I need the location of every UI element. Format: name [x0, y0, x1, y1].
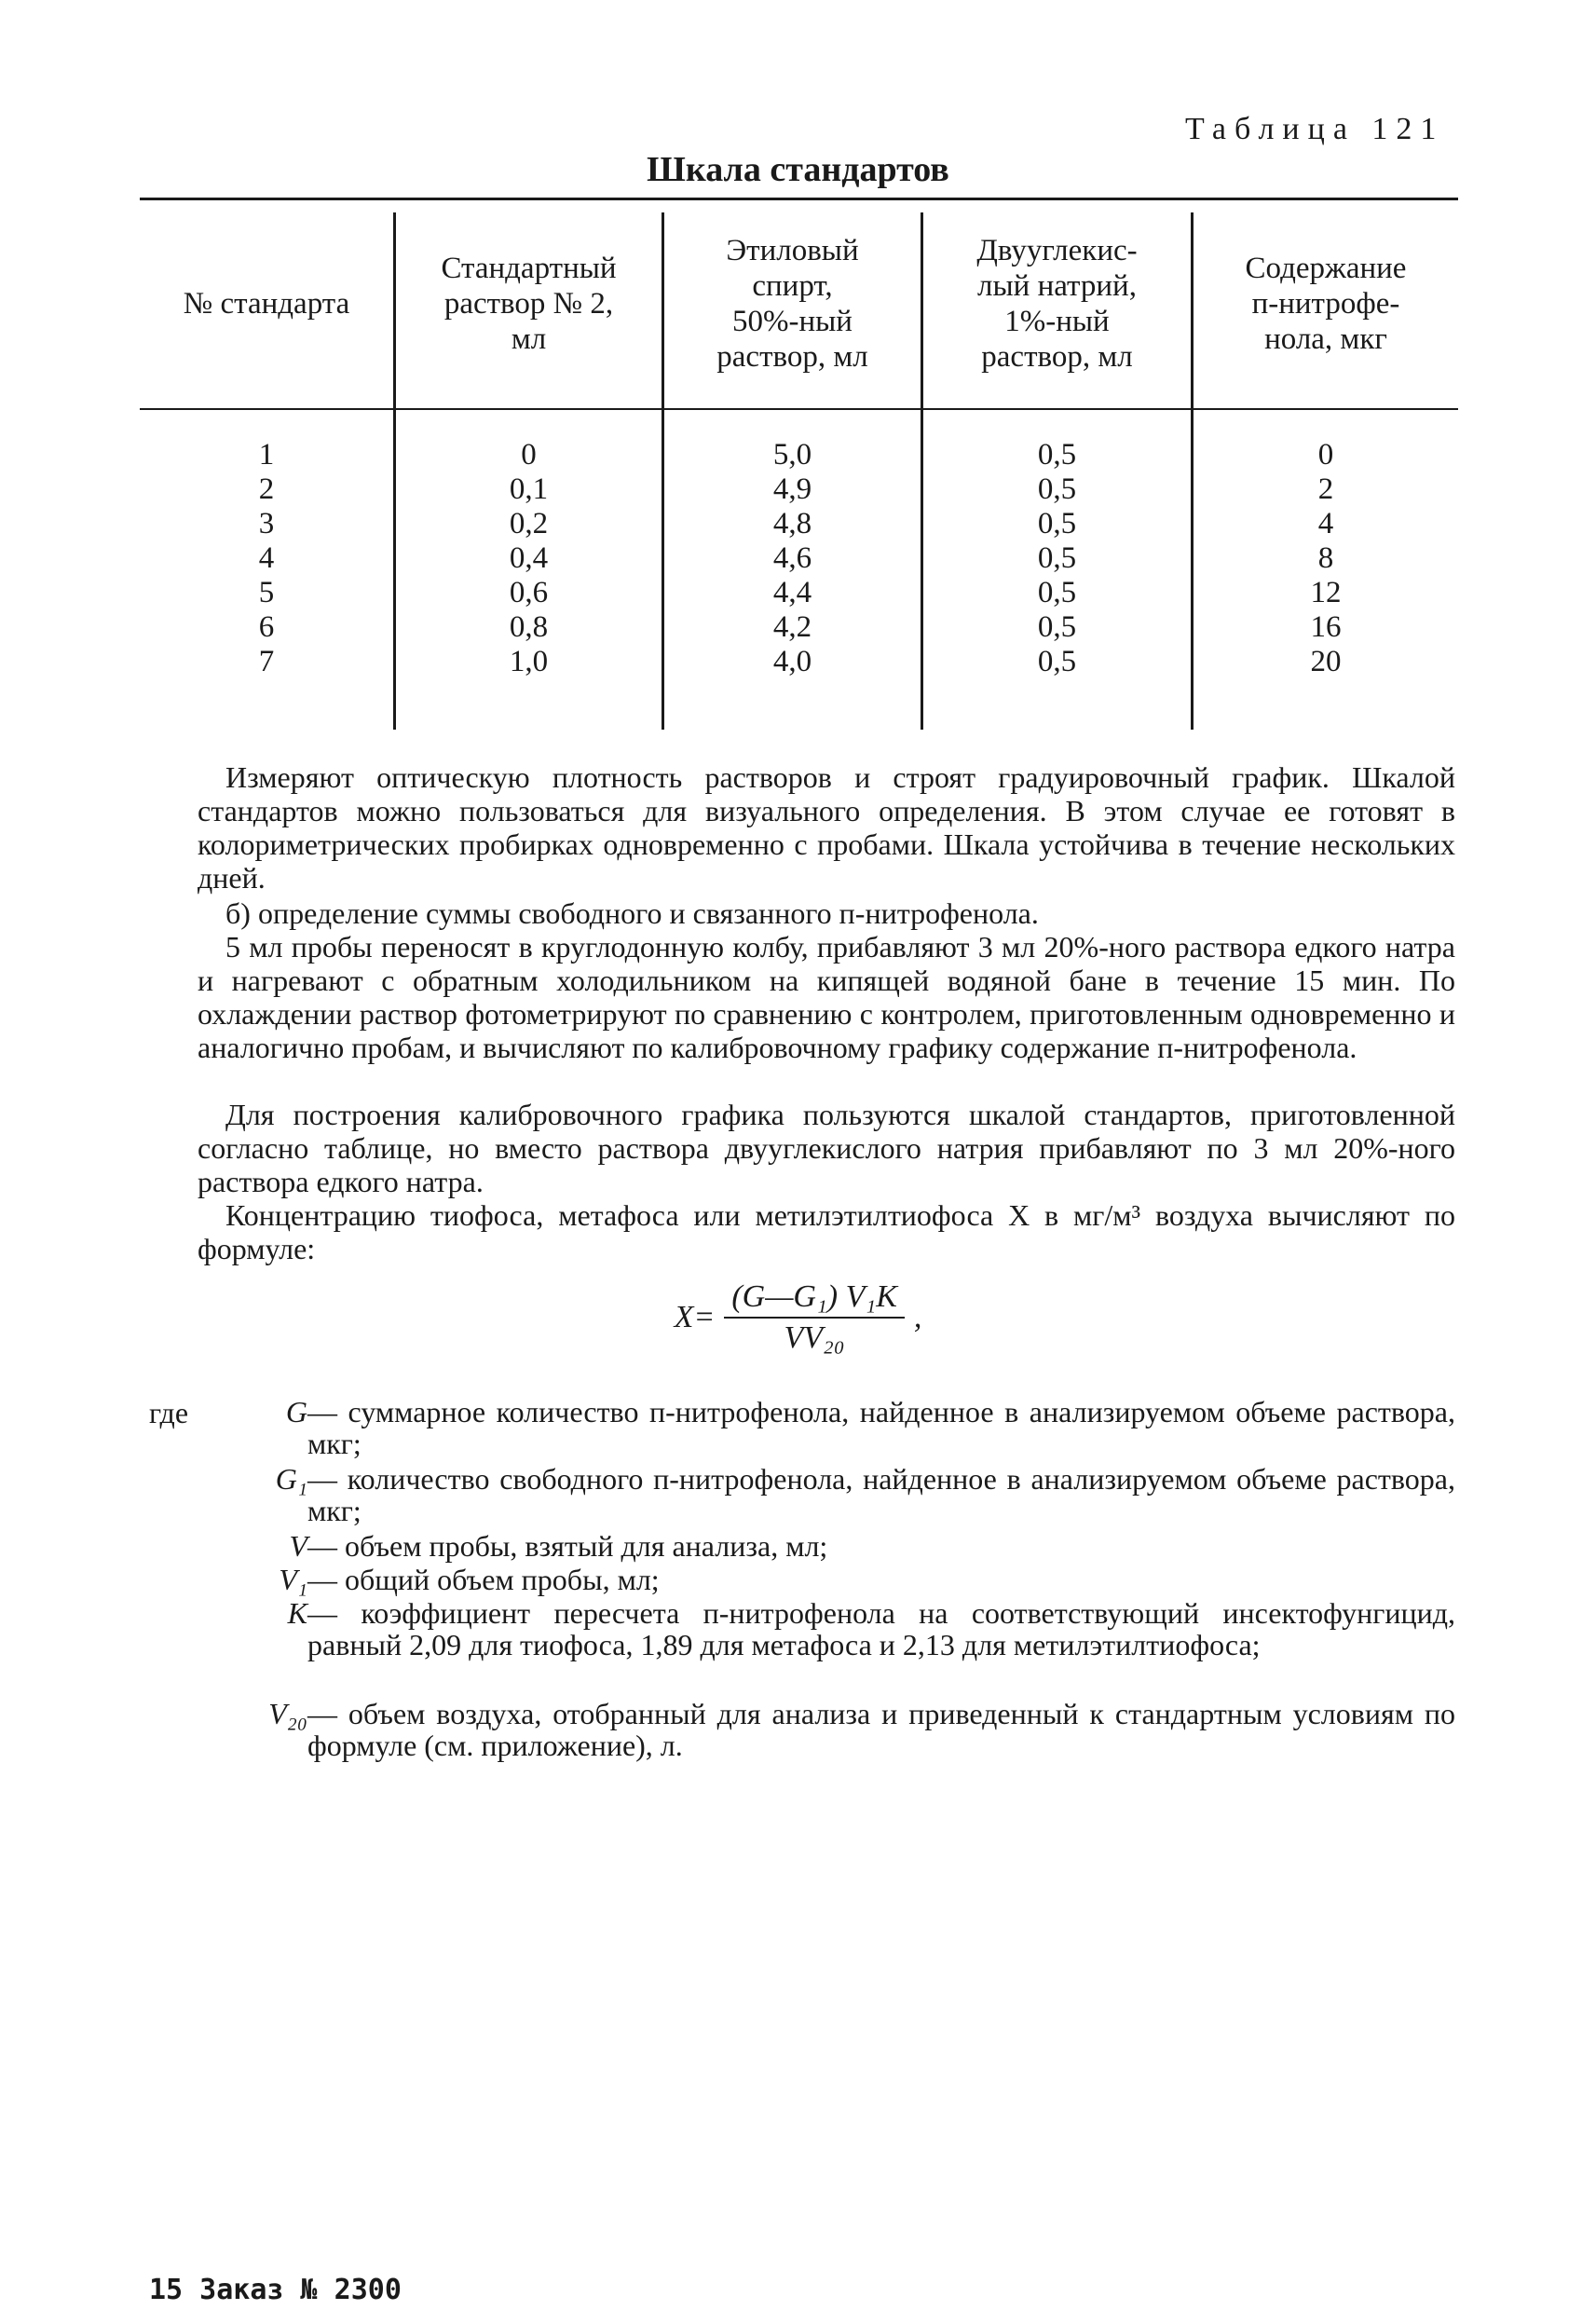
table-cell: 8 [1317, 541, 1334, 575]
definition-symbol: V₁ [279, 1563, 307, 1596]
table-cell: 0,5 [1037, 645, 1077, 678]
definition-text: — объем воздуха, отобранный для анализа и приведенный к стандартным условиям по формуле (см. приложение), л. [307, 1697, 1455, 1762]
definition-text: — суммарное количество п-нитрофенола, найденное в анализируемом объеме раствора, мкг; [307, 1395, 1455, 1460]
column-standard-solution [396, 438, 662, 679]
header-nitrophenol-content: Содержание п-нитрофе- нола, мкг [1245, 252, 1407, 356]
table-cell: 0 [1317, 438, 1334, 472]
table-cell: 0,4 [509, 541, 549, 575]
definition-item [214, 1564, 1455, 1595]
table-cell: 0,5 [1037, 507, 1077, 540]
table-cell: 0,6 [509, 576, 549, 609]
formula-lhs: X= [674, 1300, 716, 1334]
table-cell: 4,2 [772, 610, 812, 644]
formula-denominator: VV₂₀ [784, 1320, 845, 1355]
header-ethyl-alcohol: Этиловый спирт, 50%-ный раствор, мл [716, 234, 868, 374]
formula-numerator: (G—G₁) V₁K [724, 1279, 905, 1319]
column-standard-number [140, 438, 393, 679]
table-cell: 5 [258, 576, 275, 609]
where-label: где [149, 1396, 189, 1429]
table-cell: 20 [1310, 645, 1342, 678]
definition-symbol: G₁ [275, 1462, 307, 1496]
definition-symbol: V [289, 1529, 307, 1563]
definition-item [214, 1530, 1455, 1562]
table-cell: 4,4 [772, 576, 812, 609]
table-cell: 0,2 [509, 507, 549, 540]
header-sodium-bicarbonate: Двууглекис- лый натрий, 1%-ный раствор, мл [976, 234, 1138, 374]
page-footer-order-number: 15 Заказ № 2300 [149, 2274, 402, 2306]
definition-text: — общий объем пробы, мл; [307, 1563, 660, 1596]
table-number-label: Таблица 121 [1185, 112, 1445, 146]
table-header-rule [140, 408, 1458, 410]
table-cell: 16 [1310, 610, 1342, 644]
table-cell: 6 [258, 610, 275, 644]
header-standard-solution: Стандартный раствор № 2, мл [441, 252, 617, 356]
definition-item [214, 1597, 1455, 1661]
table-cell: 7 [258, 645, 275, 678]
table-cell: 0,1 [509, 472, 549, 506]
table-cell: 0,5 [1037, 610, 1077, 644]
table-title: Шкала стандартов [647, 150, 949, 189]
paragraph-calibration: Для построения калибровочного графика пользуются шкалой стандартов, приготовленной согласно таблице, но вместо раствора двууглекислого натрия прибавляют по 3 мл 20%-ного раствора едкого натра. [198, 1098, 1455, 1198]
concentration-formula [0, 1279, 1596, 1356]
table-cell: 0,5 [1037, 438, 1077, 472]
table-cell: 4,6 [772, 541, 812, 575]
paragraph-procedure: 5 мл пробы переносят в круглодонную колбу, прибавляют 3 мл 20%-ного раствора едкого натра и нагревают с обратным холодильником на кипящей водяной бане в течение 15 мин. По охлаждении раствор фотометрируют по сравнению с контролем, приготовленным одновременно и аналогично пробам, и вычисляют по калибровочному графику содержание п-нитрофенола. [198, 930, 1455, 1064]
paragraph-measurement: Измеряют оптическую плотность растворов и строят градуировочный график. Шкалой стандартов можно пользоваться для визуального определения. В этом случае ее готовят в колориметрических пробирках одновременно с пробами. Шкала устойчива в течение нескольких дней. [198, 760, 1455, 895]
table-cell: 0,5 [1037, 472, 1077, 506]
column-nitrophenol-content [1194, 438, 1458, 679]
table-cell: 5,0 [772, 438, 812, 472]
column-sodium-bicarbonate [923, 438, 1191, 679]
table-cell: 4,0 [772, 645, 812, 678]
table-cell: 1,0 [509, 645, 549, 678]
table-cell: 4,9 [772, 472, 812, 506]
table-cell: 0,5 [1037, 541, 1077, 575]
paragraph-subsection-b: б) определение суммы свободного и связанного п-нитрофенола. [225, 896, 1039, 930]
table-cell: 4 [1317, 507, 1334, 540]
definition-text: — количество свободного п-нитрофенола, найденное в анализируемом объеме раствора, мкг; [307, 1462, 1455, 1527]
table-cell: 4,8 [772, 507, 812, 540]
definition-text: — коэффициент пересчета п-нитрофенола на соответствующий инсектофунгицид, равный 2,09 для тиофоса, 1,89 для метафоса и 2,13 для метилэтилтиофоса; [307, 1596, 1455, 1661]
table-cell: 12 [1310, 576, 1342, 609]
definition-item [214, 1463, 1455, 1526]
header-standard-number: № стандарта [183, 287, 350, 321]
definition-item [214, 1396, 1455, 1459]
definition-item [214, 1698, 1455, 1761]
table-cell: 0,8 [509, 610, 549, 644]
table-cell: 0 [521, 438, 537, 472]
table-cell: 0,5 [1037, 576, 1077, 609]
table-cell: 3 [258, 507, 275, 540]
formula-fraction [724, 1279, 905, 1356]
table-cell: 1 [258, 438, 275, 472]
definition-symbol: G [285, 1395, 307, 1428]
table-cell: 2 [1317, 472, 1334, 506]
table-top-rule [140, 198, 1458, 200]
table-cell: 2 [258, 472, 275, 506]
column-ethyl-alcohol [664, 438, 921, 679]
paragraph-concentration: Концентрацию тиофоса, метафоса или метилэтилтиофоса X в мг/м³ воздуха вычисляют по формуле: [198, 1198, 1455, 1265]
definition-symbol: V₂₀ [268, 1697, 307, 1730]
definition-text: — объем пробы, взятый для анализа, мл; [307, 1529, 828, 1563]
definition-symbol: K [287, 1596, 307, 1630]
formula-trailing-comma: , [913, 1300, 922, 1334]
table-cell: 4 [258, 541, 275, 575]
